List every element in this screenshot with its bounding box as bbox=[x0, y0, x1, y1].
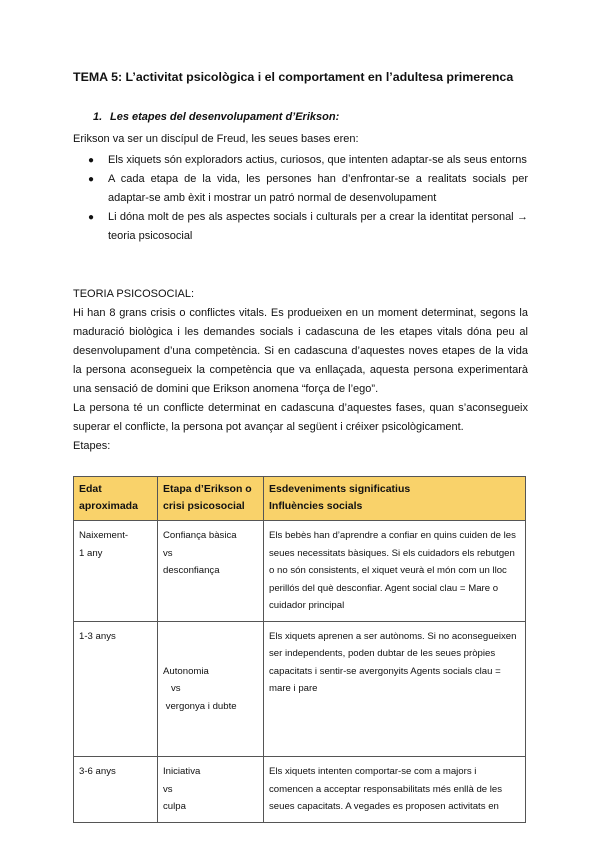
table-header-row bbox=[74, 477, 526, 521]
list-item bbox=[88, 170, 528, 208]
cell-stage: Autonomia vs vergonya i dubte bbox=[158, 621, 264, 757]
section-heading bbox=[93, 111, 339, 123]
cell-age: 3-6 anys bbox=[74, 757, 158, 823]
cell-stage: Confiança bàsica vs desconfiança bbox=[158, 521, 264, 622]
list-item bbox=[88, 208, 528, 246]
conflict-paragraph: La persona té un conflicte determinat en cadascuna d’aquestes fases, quan s’aconsegueix superar el conflicte, la persona pot avançar al següent i créixer psicològicament. bbox=[73, 402, 528, 433]
section-number: 1. bbox=[93, 111, 103, 123]
cell-description: Els xiquets aprenen a ser autònoms. Si no aconsegueixen ser independents, poden dubtar de les seues pròpies capacitats i sentir-se avergonyits Agents socials clau = mare i pare bbox=[264, 621, 526, 757]
cell-age: 1-3 anys bbox=[74, 621, 158, 757]
table-row bbox=[74, 621, 526, 757]
cell-stage: Iniciativa vs culpa bbox=[158, 757, 264, 823]
stages-label: Etapes: bbox=[73, 440, 111, 452]
theory-paragraph: Hi han 8 grans crisis o conflictes vitals. Es produeixen en un moment determinat, segons la maduració biològica i les demandes socials i cadascuna de les etapes vitals dóna peu al desenvolupament d’una competència. Si en cadascuna d’aquestes noves etapes de la vida la persona aconsegueix la competència que va enllaçada, aquesta persona experimentarà una sensació de domini que Erikson anomena “força de l’ego”. bbox=[73, 307, 528, 395]
intro-paragraph: Erikson va ser un discípul de Freud, les seues bases eren: bbox=[73, 133, 359, 145]
header-age: Edat aproximada bbox=[74, 477, 158, 521]
bullet-icon: ● bbox=[88, 174, 95, 185]
header-events: Esdeveniments significatius Influències socials bbox=[264, 477, 526, 521]
list-item bbox=[88, 151, 528, 170]
bullet-text: A cada etapa de la vida, les persones han d’enfrontar-se a realitats socials per adaptar-se amb èxit i mostrar un patró normal de desenvolupament bbox=[108, 173, 528, 204]
bullet-text: Els xiquets són exploradors actius, curiosos, que intenten adaptar-se als seus entorns bbox=[108, 154, 527, 166]
erikson-stages-table bbox=[73, 476, 526, 823]
bullet-icon: ● bbox=[88, 155, 95, 166]
document-title: TEMA 5: L’activitat psicològica i el comportament en l’adultesa primerenca bbox=[73, 70, 514, 84]
bullet-icon: ● bbox=[88, 212, 95, 223]
header-stage: Etapa d’Erikson o crisi psicosocial bbox=[158, 477, 264, 521]
cell-description: Els xiquets intenten comportar-se com a majors i comencen a acceptar responsabilitats més enllà de les seues capacitats. A vegades es proposen activitats en bbox=[264, 757, 526, 823]
bullet-text: Li dóna molt de pes als aspectes socials i culturals per a crear la identitat personal → teoria psicosocial bbox=[108, 211, 528, 242]
cell-description: Els bebès han d’aprendre a confiar en quins cuiden de les seues necessitats bàsiques. Si els cuidadors els rebutgen o no són consistents, el xiquet veurà el món com un lloc perillós del què desconfiar. Agent social clau = Mare o cuidador principal bbox=[264, 521, 526, 622]
bullet-list bbox=[88, 151, 528, 246]
section-title: Les etapes del desenvolupament d’Erikson: bbox=[110, 111, 340, 123]
table-row bbox=[74, 521, 526, 622]
theory-heading: TEORIA PSICOSOCIAL: bbox=[73, 288, 195, 300]
cell-age: Naixement- 1 any bbox=[74, 521, 158, 622]
table-row bbox=[74, 757, 526, 823]
